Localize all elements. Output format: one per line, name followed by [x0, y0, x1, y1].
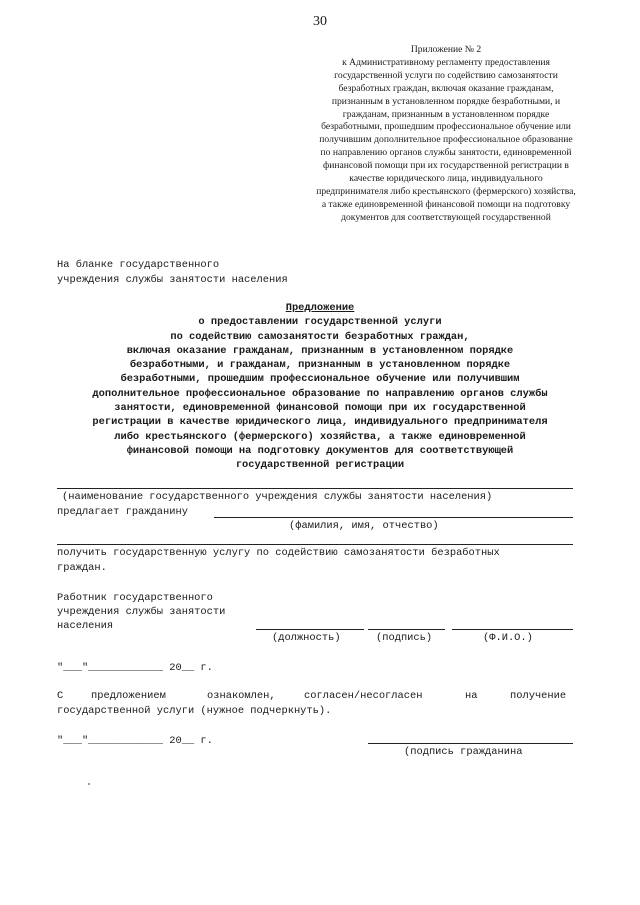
offer-line: занятости, единовременной финансовой помощи при их государственной: [114, 402, 526, 415]
letterhead-note: [57, 258, 288, 288]
ack-text-cont: государственной услуги (нужное подчеркнуть).: [57, 705, 332, 717]
offer-line: финансовой помощи на подготовку документов для соответствующей: [126, 444, 514, 457]
ack-word: согласен/несогласен: [304, 690, 423, 702]
annex-line: получившим дополнительное профессиональное образование: [319, 134, 573, 146]
offer-title: [40, 301, 600, 473]
page-number: 30: [313, 14, 327, 29]
date-field[interactable]: "___"____________ 20__ г.: [57, 662, 213, 674]
letterhead-line: учреждения службы занятости населения: [57, 274, 288, 286]
offer-line: безработными, и гражданам, признанным в установленном порядке: [129, 359, 511, 372]
annex-line: к Административному регламенту предоставления: [342, 56, 550, 68]
offer-line: государственной регистрации: [235, 459, 405, 472]
citizen-signature-caption: (подпись гражданина: [404, 746, 523, 758]
fio-caption: (фамилия, имя, отчество): [289, 520, 439, 532]
institution-caption: (наименование государственного учреждения службы занятости населения): [62, 491, 493, 503]
offer-line: включая оказание гражданам, признанным в установленном порядке: [126, 344, 514, 357]
ack-word: С: [57, 690, 64, 702]
institution-field-line[interactable]: [57, 488, 573, 489]
worker-label-1: Работник государственного: [57, 592, 213, 604]
service-text: получить государственную услугу по содействию самозанятости безработных: [57, 547, 500, 559]
annex-line: безработными, прошедшим профессиональное обучение или: [321, 121, 571, 133]
offer-line: безработными, прошедшим профессиональное обучение или получившим: [120, 373, 520, 386]
worker-label-3: населения: [57, 620, 114, 632]
letterhead-line: На бланке государственного: [57, 259, 220, 271]
annex-line: государственной услуги по содействию самозанятости: [334, 69, 558, 81]
annex-line: Приложение № 2: [410, 44, 482, 55]
signature-field-line[interactable]: [368, 629, 445, 630]
ack-word: на: [465, 690, 478, 702]
position-field-line[interactable]: [256, 629, 364, 630]
offer-line: либо крестьянского (фермерского) хозяйства, а также единовременной: [114, 430, 526, 443]
date-field-2[interactable]: "___"____________ 20__ г.: [57, 735, 213, 747]
citizen-signature-line[interactable]: [368, 743, 573, 744]
annex-header: [296, 44, 596, 225]
offer-line: Предложение: [285, 302, 355, 314]
worker-label-2: учреждения службы занятости: [57, 606, 226, 618]
ack-word: предложением: [91, 690, 166, 702]
ack-word: ознакомлен,: [207, 690, 276, 702]
annex-line: предпринимателя либо крестьянского (фермерского) хозяйства,: [316, 185, 576, 197]
offer-line: о предоставлении государственной услуги: [198, 316, 442, 329]
offer-line: регистрации в качестве юридического лица, индивидуального предпринимателя: [92, 416, 548, 429]
signature-caption: (подпись): [376, 632, 433, 644]
citizen-name-field-line[interactable]: [214, 517, 573, 518]
annex-line: а также единовременной финансовой помощи на подготовку: [321, 198, 571, 210]
extra-field-line[interactable]: [57, 544, 573, 545]
offer-line: по содействию самозанятости безработных граждан,: [170, 330, 470, 343]
scan-speck: [88, 783, 90, 785]
name-field-line[interactable]: [452, 629, 573, 630]
ack-word: получение: [510, 690, 567, 702]
position-caption: (должность): [272, 632, 341, 644]
offers-to-citizen-label: предлагает гражданину: [57, 506, 188, 518]
annex-line: безработных граждан, включая оказание гражданам,: [338, 82, 554, 94]
annex-line: документов для соответствующей государственной: [341, 211, 551, 223]
name-caption: (Ф.И.О.): [483, 632, 533, 644]
annex-line: финансовой помощи при их государственной регистрации в: [323, 160, 569, 172]
annex-line: по направлению органов службы занятости, единовременной: [320, 147, 572, 159]
offer-line: дополнительное профессиональное образование по направлению органов службы: [92, 387, 548, 400]
annex-line: качестве юридического лица, индивидуального: [349, 173, 543, 185]
service-text-cont: граждан.: [57, 562, 107, 574]
annex-line: гражданам, признанным в установленном порядке: [342, 108, 550, 120]
annex-line: признанным в установленном порядке безработными, и: [331, 95, 561, 107]
